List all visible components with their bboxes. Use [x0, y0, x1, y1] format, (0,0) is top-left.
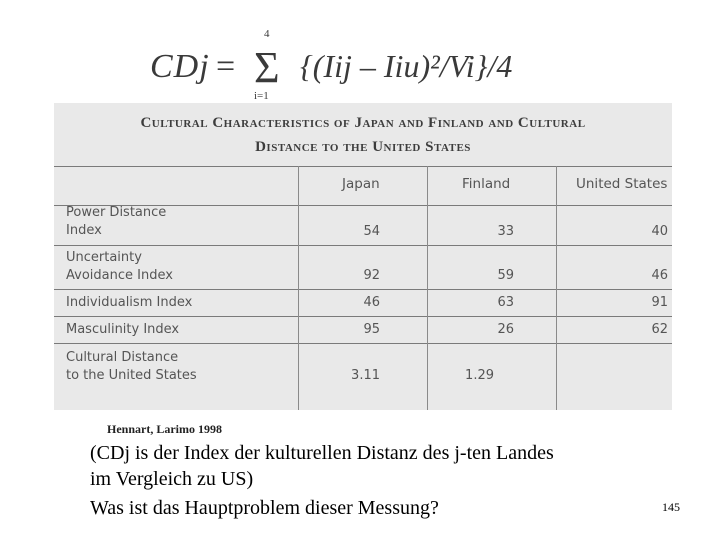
explanation-line-2: im Vergleich zu US) — [90, 468, 254, 490]
table-divider — [54, 343, 672, 344]
cultural-characteristics-table — [54, 103, 672, 410]
table-column-divider — [298, 166, 299, 410]
table-cell: 40 — [651, 224, 668, 239]
table-divider — [54, 245, 672, 246]
table-cell: 46 — [363, 295, 380, 310]
question-line: Was ist das Hauptproblem dieser Messung? — [90, 497, 439, 519]
row-label: Power Distance Index — [66, 205, 167, 238]
table-column-divider — [556, 166, 557, 410]
table-cell: 62 — [651, 322, 668, 337]
column-header-finland: Finland — [462, 176, 511, 192]
table-column-divider — [427, 166, 428, 410]
table-cell: 26 — [497, 322, 514, 337]
formula-body: {(Iij – Iiu)²/Vi}/4 — [300, 48, 513, 84]
formula-sigma: Σ — [254, 43, 280, 92]
table-cell: 54 — [363, 224, 380, 239]
formula-sum-lower: i=1 — [254, 90, 269, 102]
source-citation: Hennart, Larimo 1998 — [107, 422, 222, 436]
table-divider — [54, 289, 672, 290]
table-cell: 91 — [651, 295, 668, 310]
table-cell: 63 — [497, 295, 514, 310]
row-label: Individualism Index — [66, 295, 193, 310]
explanation-line-1: (CDj is der Index der kulturellen Distanz des j-ten Landes — [90, 442, 554, 464]
table-cell: 46 — [651, 268, 668, 283]
page-number: 145 — [662, 500, 680, 514]
table-divider — [54, 316, 672, 317]
table-cell: 1.29 — [465, 368, 494, 383]
cultural-distance-formula — [150, 28, 530, 108]
table-title-line1: Cultural Characteristics of Japan and Finland and Cultural — [140, 115, 586, 131]
formula-lhs: CDj — [150, 48, 210, 85]
row-label: Masculinity Index — [66, 322, 180, 337]
table-cell: 33 — [497, 224, 514, 239]
column-header-united-states: United States — [576, 176, 668, 192]
table-title-line2: Distance to the United States — [255, 139, 471, 155]
row-label: Uncertainty Avoidance Index — [66, 250, 173, 283]
table-title — [54, 111, 672, 159]
table-cell: 95 — [363, 322, 380, 337]
column-header-japan: Japan — [342, 176, 380, 192]
formula-sum-upper: 4 — [264, 28, 270, 40]
table-cell: 92 — [363, 268, 380, 283]
table-cell: 3.11 — [351, 368, 380, 383]
row-label: Cultural Distance to the United States — [66, 350, 197, 383]
formula-equals: = — [216, 48, 236, 85]
table-divider — [54, 166, 672, 167]
table-cell: 59 — [497, 268, 514, 283]
